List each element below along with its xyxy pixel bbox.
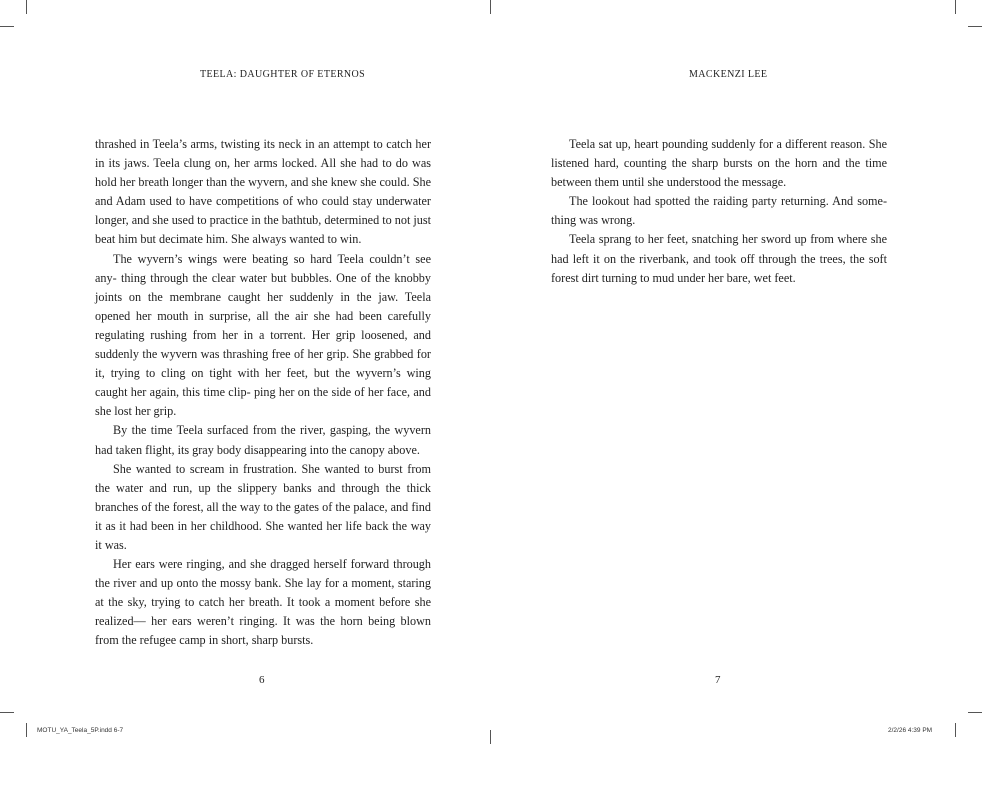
slug-file-name: MOTU_YA_Teela_5P.indd 6-7 <box>37 727 124 734</box>
crop-mark-bottom-right-v <box>955 723 956 737</box>
left-paragraph: By the time Teela surfaced from the river, gasping, the wyvern had taken flight, its gray body disappearing into the canopy above. <box>95 423 431 457</box>
right-page-number: 7 <box>715 674 721 686</box>
crop-mark-top-right-h <box>968 26 982 27</box>
left-paragraph: The wyvern’s wings were beating so hard Teela couldn’t see any- thing through the clear water but bubbles. One of the knobby joints on the membrane caught her suddenly in the jaw. Teela opened her mouth in surprise, all the air she had been carefully regulating rushing from her in a torrent. Her grip loosened, and suddenly the wyvern was thrashing free of her grip. She grabbed for it, trying to cling on tight with her feet, but the wyvern’s wing caught her again, this time clip- ping her on the side of her face, and she lost her grip. <box>95 251 431 419</box>
left-running-head: TEELA: DAUGHTER OF ETERNOS <box>200 69 366 80</box>
left-paragraph: Her ears were ringing, and she dragged herself forward through the river and up onto the mossy bank. She lay for a moment, staring at the sky, trying to catch her breath. It took a moment before she realized— her ears weren’t ringing. It was the horn being blown from the refugee camp in short, sharp bursts. <box>95 557 431 648</box>
right-paragraph: Teela sat up, heart pounding suddenly for a different reason. She listened hard, counting the sharp bursts on the horn and the time between them until she understood the message. <box>551 137 887 190</box>
left-page-number: 6 <box>259 674 265 686</box>
crop-mark-top-center <box>490 0 491 14</box>
slug-timestamp: 2/2/26 4:39 PM <box>888 727 933 734</box>
crop-mark-top-right-v <box>955 0 956 14</box>
crop-mark-bottom-center <box>490 730 491 744</box>
right-running-head: MACKENZI LEE <box>689 69 768 80</box>
crop-mark-top-left-h <box>0 26 14 27</box>
left-page-body <box>95 135 431 651</box>
left-paragraph: She wanted to scream in frustration. She wanted to burst from the water and run, up the slippery banks and through the thick branches of the forest, all the way to the gates of the palace, and find it as it had been in her childhood. She wanted her life back the way it was. <box>95 461 431 552</box>
right-paragraph: Teela sprang to her feet, snatching her sword up from where she had left it on the riverbank, and took off through the trees, the soft forest dirt turning to mud under her bare, wet feet. <box>551 232 887 285</box>
crop-mark-bottom-left-h <box>0 712 14 713</box>
right-page-body <box>551 135 887 288</box>
right-paragraph: The lookout had spotted the raiding party returning. And some- thing was wrong. <box>551 194 887 228</box>
crop-mark-bottom-left-v <box>26 723 27 737</box>
left-paragraph: thrashed in Teela’s arms, twisting its neck in an attempt to catch her in its jaws. Teela clung on, her arms locked. All she had to do was hold her breath longer than the wyvern, and she knew she could. She and Adam used to have competitions of who could stay underwater longer, and she used to practice in the bathtub, determined to not just beat him but decimate him. She always wanted to win. <box>95 137 431 247</box>
crop-mark-bottom-right-h <box>968 712 982 713</box>
crop-mark-top-left-v <box>26 0 27 14</box>
